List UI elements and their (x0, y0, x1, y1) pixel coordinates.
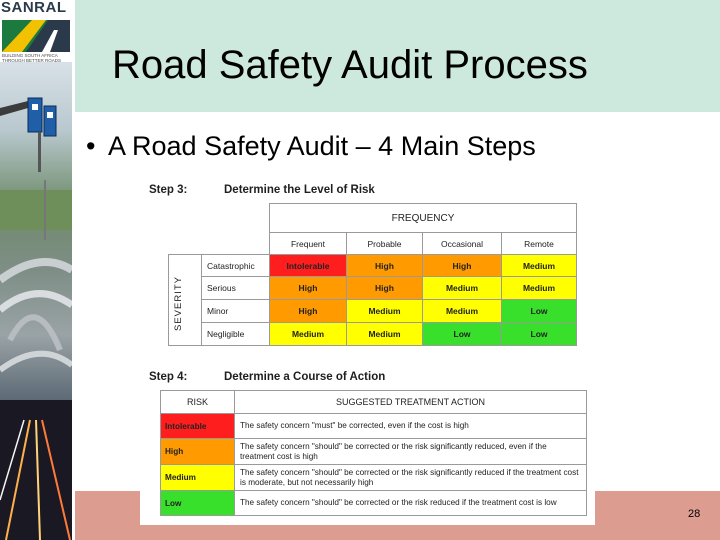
frequency-col-3: Occasional (422, 232, 502, 255)
risk-cell: High (346, 254, 423, 277)
logo-wordmark: SANRAL (1, 0, 67, 16)
risk-cell: High (422, 254, 502, 277)
risk-level-intolerable: Intolerable (160, 413, 235, 439)
risk-cell: High (269, 299, 347, 323)
frequency-header: FREQUENCY (269, 203, 577, 233)
severity-row-4: Negligible (201, 322, 270, 346)
page-number: 28 (688, 508, 701, 520)
sanral-logo (0, 0, 72, 62)
action-text: The safety concern "should" be corrected or the risk significantly reduced if the treatment cost is moderate, but not necessarily high (234, 464, 587, 491)
risk-header: RISK (160, 390, 235, 414)
risk-cell: Intolerable (269, 254, 347, 277)
severity-row-1: Catastrophic (201, 254, 270, 277)
risk-cell: Low (501, 299, 577, 323)
left-decorative-strip (0, 0, 72, 540)
risk-cell: Medium (346, 299, 423, 323)
action-text: The safety concern "should" be corrected or the risk reduced if the treatment cost is low (234, 490, 587, 516)
risk-cell: High (269, 276, 347, 300)
risk-level-high: High (160, 438, 235, 465)
risk-cell: Low (501, 322, 577, 346)
risk-cell: High (346, 276, 423, 300)
risk-cell: Medium (269, 322, 347, 346)
step4-label: Step 4: (149, 371, 188, 383)
risk-cell: Medium (501, 254, 577, 277)
action-text: The safety concern "should" be corrected or the risk significantly reduced, even if the treatment cost is high (234, 438, 587, 465)
step3-label: Step 3: (149, 184, 188, 196)
risk-cell: Medium (346, 322, 423, 346)
severity-header: SEVERITY (172, 275, 184, 331)
frequency-col-4: Remote (501, 232, 577, 255)
highway-photo-icon (0, 170, 72, 540)
risk-cell: Medium (422, 299, 502, 323)
risk-figure (140, 176, 595, 525)
risk-cell: Medium (501, 276, 577, 300)
step3-heading: Determine the Level of Risk (224, 184, 375, 196)
risk-level-medium: Medium (160, 464, 235, 491)
page-title: Road Safety Audit Process (112, 43, 588, 87)
risk-cell: Low (422, 322, 502, 346)
frequency-col-2: Probable (346, 232, 423, 255)
bullet-icon: • (86, 131, 96, 161)
road-logo-icon (2, 20, 70, 52)
action-header: SUGGESTED TREATMENT ACTION (234, 390, 587, 414)
severity-row-2: Serious (201, 276, 270, 300)
bullet-text: A Road Safety Audit – 4 Main Steps (108, 131, 536, 161)
bullet-item (86, 131, 536, 162)
step4-heading: Determine a Course of Action (224, 371, 386, 383)
logo-tagline: BUILDING SOUTH AFRICA THROUGH BETTER ROADS (2, 53, 62, 63)
action-text: The safety concern "must" be corrected, even if the cost is high (234, 413, 587, 439)
frequency-col-1: Frequent (269, 232, 347, 255)
risk-level-low: Low (160, 490, 235, 516)
severity-row-3: Minor (201, 299, 270, 323)
risk-cell: Medium (422, 276, 502, 300)
road-sign-gantry-icon (0, 92, 72, 172)
